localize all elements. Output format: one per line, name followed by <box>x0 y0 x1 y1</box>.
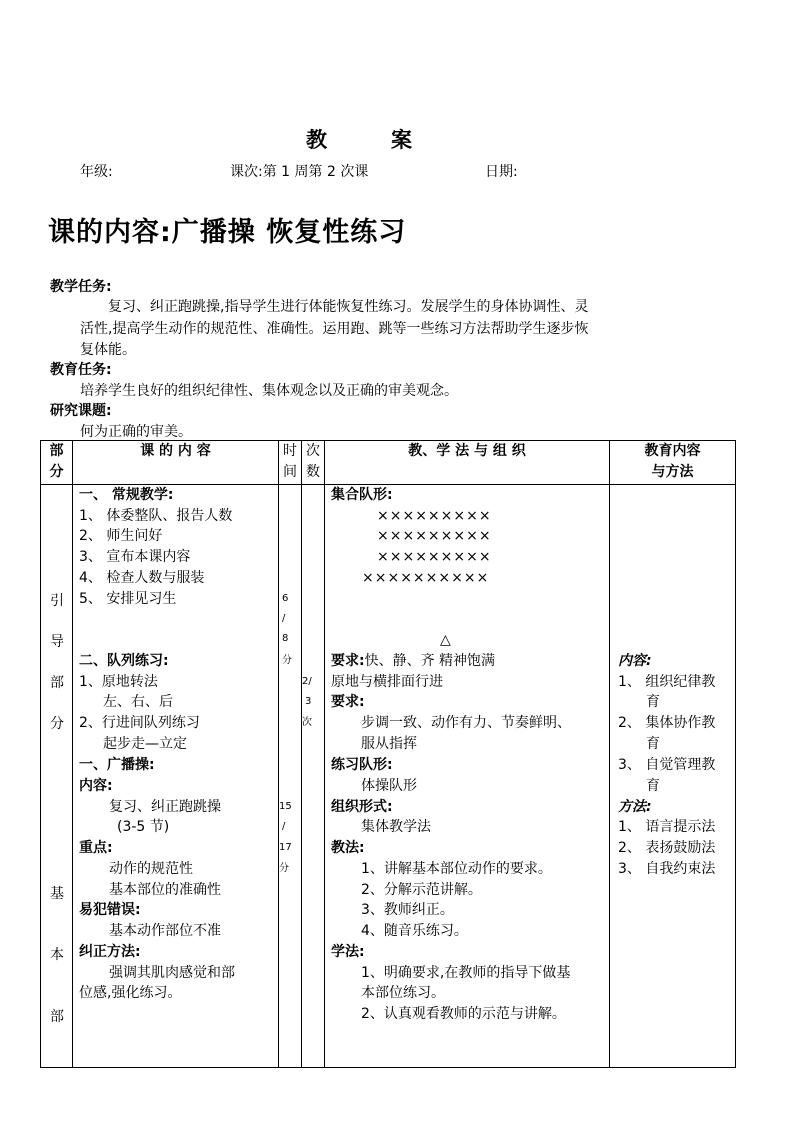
table-body-row <box>41 485 736 1068</box>
research-topic-label: 研究课题: <box>50 403 112 419</box>
count-line: 2/ <box>302 676 312 687</box>
method-line: 集体教学法 <box>361 819 431 835</box>
method-line: 体操队形 <box>361 778 417 794</box>
method-line: 2、认真观看教师的示范与讲解。 <box>361 1006 566 1022</box>
content-line: (3-5 节) <box>117 819 170 835</box>
header-count <box>302 441 325 485</box>
count-line: 3 <box>305 696 312 707</box>
header-education <box>610 441 736 485</box>
content-line: 1、原地转法 <box>79 674 158 690</box>
content-line: 基本部位的准确性 <box>109 882 221 898</box>
content-line: 一、 常规教学: <box>79 487 174 503</box>
header-method: 教、学 法 与 组 织 <box>325 441 610 485</box>
education-line: 内容: <box>618 653 652 669</box>
header-time-1: 时 <box>283 443 297 459</box>
method-line <box>331 651 495 671</box>
time-line: 8 <box>282 633 289 644</box>
content-column <box>73 485 279 1068</box>
formation-row: ××××××××× <box>377 549 492 565</box>
education-line: 2、 集体协作教 <box>618 715 716 731</box>
method-line: 1、明确要求,在教师的指导下做基 <box>361 965 571 981</box>
time-line: 6 <box>282 593 289 604</box>
teaching-task-line: 活性,提高学生动作的规范性、准确性。运用跑、跳等一些练习方法帮助学生逐步恢 <box>80 321 589 337</box>
content-line: 左、右、后 <box>103 694 173 710</box>
education-task-label: 教育任务: <box>50 362 112 378</box>
content-line: 内容: <box>79 778 113 794</box>
content-line: 纠正方法: <box>79 944 141 960</box>
header-time-2: 间 <box>283 464 297 480</box>
time-line: 分 <box>279 863 289 874</box>
part-label: 导 <box>50 634 64 650</box>
content-line: 1、 体委整队、报告人数 <box>79 508 233 524</box>
content-line: 2、 师生问好 <box>79 528 163 544</box>
method-line: 4、随音乐练习。 <box>361 923 468 939</box>
method-line: 3、教师纠正。 <box>361 902 454 918</box>
count-column <box>302 485 325 1068</box>
date-label: 日期: <box>485 164 518 180</box>
method-column <box>325 485 610 1068</box>
education-line: 3、 自觉管理教 <box>618 757 716 773</box>
formation-row: ××××××××× <box>377 508 492 524</box>
education-line: 育 <box>646 778 660 794</box>
course-title: 课的内容:广播操 恢复性练习 <box>48 217 407 248</box>
method-line: 1、讲解基本部位动作的要求。 <box>361 861 552 877</box>
teacher-triangle-icon: △ <box>440 632 451 648</box>
header-education-1: 教育内容 <box>644 443 701 459</box>
content-line: 重点: <box>79 840 113 856</box>
header-time <box>279 441 302 485</box>
time-line: / <box>282 821 286 832</box>
part-label: 本 <box>50 947 64 963</box>
time-line: / <box>282 613 286 624</box>
session-value: 第 1 周第 2 次课 <box>262 164 369 180</box>
part-column <box>41 485 73 1068</box>
content-line: 位感,强化练习。 <box>79 985 182 1001</box>
content-line: 5、 安排见习生 <box>79 591 177 607</box>
method-line: 2、分解示范讲解。 <box>361 882 482 898</box>
content-line: 强调其肌肉感觉和部 <box>109 965 235 981</box>
content-line: 易犯错误: <box>79 902 141 918</box>
part-label: 部 <box>50 675 64 691</box>
part-label: 分 <box>50 716 64 732</box>
education-line: 3、 自我约束法 <box>618 861 716 877</box>
education-line: 育 <box>646 736 660 752</box>
content-line: 动作的规范性 <box>109 861 193 877</box>
header-count-2: 数 <box>306 464 320 480</box>
content-line: 一、广播操: <box>79 757 155 773</box>
education-task-text: 培养学生良好的组织纪律性、集体观念以及正确的审美观念。 <box>80 383 458 399</box>
part-label: 部 <box>50 1009 64 1025</box>
method-line: 本部位练习。 <box>361 985 445 1001</box>
content-line: 2、行进间队列练习 <box>79 715 200 731</box>
title-char-2: 案 <box>391 128 414 152</box>
education-line: 1、 组织纪律教 <box>618 674 716 690</box>
title-char-1: 教 <box>306 128 329 152</box>
header-part-2: 分 <box>49 464 64 480</box>
education-column <box>610 485 736 1068</box>
time-line: 15 <box>279 801 292 812</box>
method-line: 组织形式: <box>331 799 393 815</box>
content-line: 二、队列练习: <box>79 653 169 669</box>
header-part <box>41 441 73 485</box>
method-line: 教法: <box>331 840 365 856</box>
method-line: 集合队形: <box>331 487 393 503</box>
header-count-1: 次 <box>306 443 320 459</box>
part-label: 基 <box>50 886 64 902</box>
time-column <box>279 485 302 1068</box>
formation-row: ×××××××××× <box>362 570 490 586</box>
education-line: 2、 表扬鼓励法 <box>618 840 716 856</box>
header-content: 课 的 内 容 <box>73 441 279 485</box>
lesson-table <box>40 440 736 1068</box>
document-title <box>0 124 720 154</box>
content-line: 起步走—立定 <box>103 736 187 752</box>
teaching-task-line: 复体能。 <box>80 342 136 358</box>
header-education-2: 与方法 <box>651 464 694 480</box>
content-line: 复习、纠正跑跳操 <box>109 799 221 815</box>
header-part-1: 部 <box>49 443 64 459</box>
count-line: 次 <box>302 717 312 728</box>
requirement-text: 快、静、齐 精神饱满 <box>364 653 496 669</box>
teaching-task-line: 复习、纠正跑跳操,指导学生进行体能恢复性练习。发展学生的身体协调性、灵 <box>108 299 589 315</box>
method-line: 练习队形: <box>331 757 393 773</box>
research-topic-text: 何为正确的审美。 <box>80 424 192 440</box>
time-line: 17 <box>279 842 292 853</box>
method-line: 原地与横排面行进 <box>331 674 443 690</box>
content-line: 3、 宣布本课内容 <box>79 549 191 565</box>
content-line: 基本动作部位不准 <box>109 923 221 939</box>
method-line: 服从指挥 <box>361 736 417 752</box>
session-label: 课次: <box>230 164 263 180</box>
time-line: 分 <box>282 655 292 666</box>
education-line: 方法: <box>618 799 652 815</box>
formation-row: ××××××××× <box>377 528 492 544</box>
method-line: 步调一致、动作有力、节奏鲜明、 <box>361 715 571 731</box>
part-label: 引 <box>50 593 64 609</box>
education-line: 育 <box>646 694 660 710</box>
content-line: 4、 检查人数与服装 <box>79 570 205 586</box>
table-header-row <box>41 441 736 485</box>
grade-label: 年级: <box>80 164 113 180</box>
teaching-task-label: 教学任务: <box>50 279 112 295</box>
session-info <box>230 161 368 181</box>
education-line: 1、 语言提示法 <box>618 819 716 835</box>
method-line: 学法: <box>331 944 365 960</box>
requirement-prefix: 要求: <box>331 653 365 669</box>
method-line: 要求: <box>331 694 365 710</box>
